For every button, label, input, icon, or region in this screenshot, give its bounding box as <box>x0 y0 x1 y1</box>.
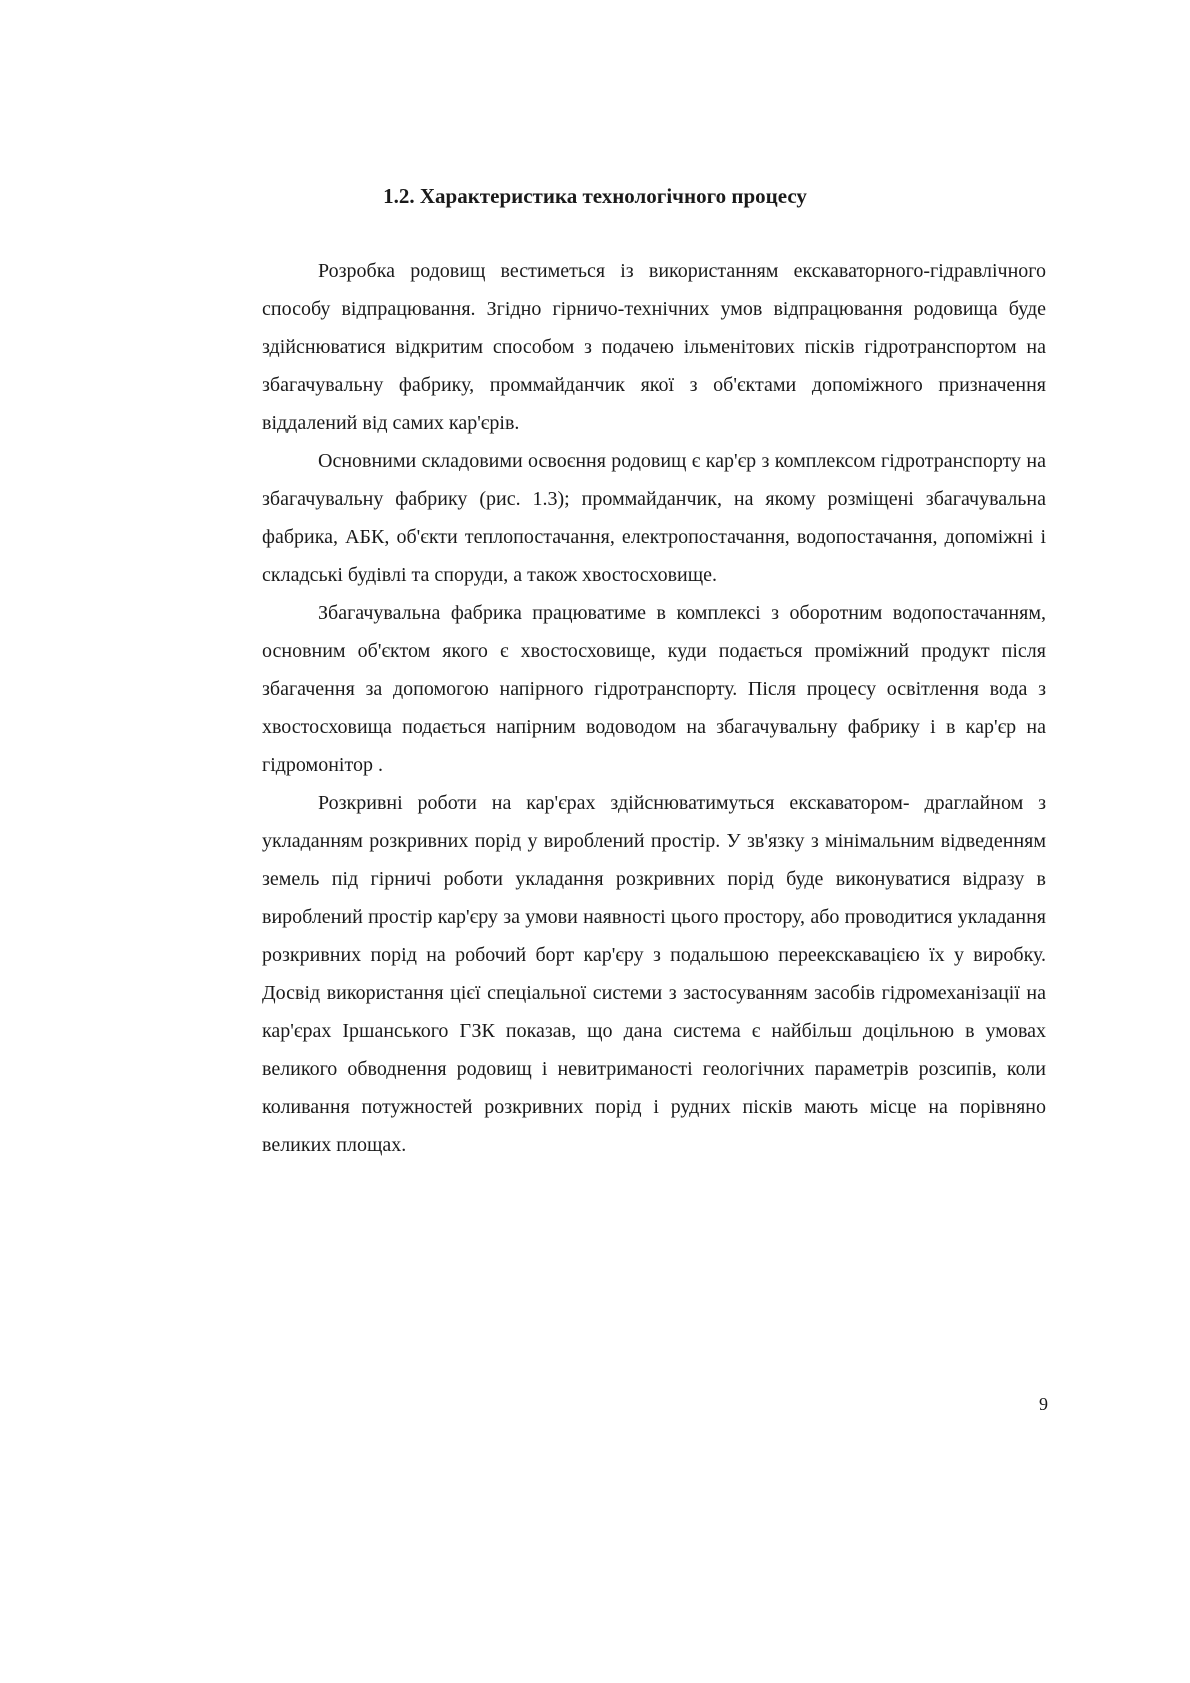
body-text <box>262 252 1046 1164</box>
paragraph-4: Розкривні роботи на кар'єрах здійснюватимуться екскаватором- драглайном з укладанням розкривних порід у вироблений простір. У зв'язку з мінімальним відведенням земель під гірничі роботи укладання розкривних порід буде виконуватися відразу в вироблений простір кар'єру за умови наявності цього простору, або проводитися укладання розкривних порід на робочий борт кар'єру з подальшою переекскавацією їх у виробку. Досвід використання цієї спеціальної системи з застосуванням засобів гідромеханізації на кар'єрах Іршанського ГЗК показав, що дана система є найбільш доцільною в умовах великого обводнення родовищ і невитриманості геологічних параметрів розсипів, коли коливання потужностей розкривних порід і рудних пісків мають місце на порівняно великих площах. <box>262 792 1046 1156</box>
paragraph-3: Збагачувальна фабрика працюватиме в комплексі з оборотним водопостачанням, основним об'єктом якого є хвостосховище, куди подається проміжний продукт після збагачення за допомогою напірного гідротранспорту. Після процесу освітлення вода з хвостосховища подається напірним водоводом на збагачувальну фабрику і в кар'єр на гідромонітор . <box>262 602 1046 776</box>
paragraph-2: Основними складовими освоєння родовищ є кар'єр з комплексом гідротранспорту на збагачувальну фабрику (рис. 1.3); проммайданчик, на якому розміщені збагачувальна фабрика, АБК, об'єкти теплопостачання, електропостачання, водопостачання, допоміжні і складські будівлі та споруди, а також хвостосховище. <box>262 450 1046 586</box>
paragraph-1: Розробка родовищ вестиметься із використанням екскаваторного-гідравлічного способу відпрацювання. Згідно гірничо-технічних умов відпрацювання родовища буде здійснюватися відкритим способом з подачею ільменітових пісків гідротранспортом на збагачувальну фабрику, проммайданчик якої з об'єктами допоміжного призначення віддалений від самих кар'єрів. <box>262 260 1046 434</box>
section-title: 1.2. Характеристика технологічного процесу <box>383 184 807 208</box>
page-number: 9 <box>1039 1394 1048 1414</box>
